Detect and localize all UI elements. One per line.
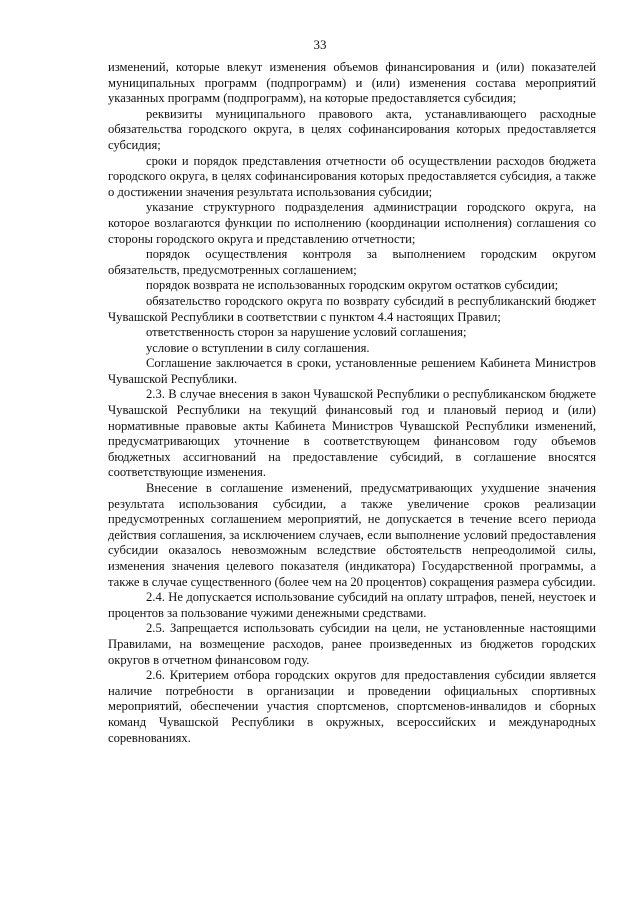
paragraph-continuation: изменений, которые влекут изменения объемов финансирования и (или) показателей муниципальных программ (подпрограмм) и (или) изменения состава мероприятий указанных программ (подпрограмм), на которые предоставляется субсидия; xyxy=(108,60,596,106)
paragraph-return-remainder: порядок возврата не использованных городским округом остатков субсидии; xyxy=(146,278,559,293)
paragraph-2-5: 2.5. Запрещается использовать субсидии на цели, не установленные настоящими Правилами, на возмещение расходов, ранее произведенных из бюджетов городских округов в отчетном финансовом году. xyxy=(108,621,596,667)
paragraph-amendments: Внесение в соглашение изменений, предусматривающих ухудшение значения результата использования субсидии, а также увеличение сроков реализации предусмотренных соглашением мероприятий, не допускается в течение всего периода действия соглашения, за исключением случаев, если выполнение условий предоставления субсидии оказалось невозможным вследствие обстоятельств непреодолимой силы, изменения значения целевого показателя (индикатора) Государственной программы, а также в случае существенного (более чем на 20 процентов) сокращения размера субсидии. xyxy=(108,481,596,589)
paragraph-requisites: реквизиты муниципального правового акта, устанавливающего расходные обязательства городского округа, в целях софинансирования которых предоставляется субсидия; xyxy=(108,106,596,152)
paragraph-2-6: 2.6. Критерием отбора городских округов для предоставления субсидии является наличие потребности в организации и проведении официальных спортивных мероприятий, обеспечении участия спортсменов, спортсменов-инвалидов и сборных команд Чувашской Республики в окружных, всероссийских и международных соревнованиях. xyxy=(108,668,596,745)
paragraph-control: порядок осуществления контроля за выполнением городским округом обязательств, предусмотренных соглашением; xyxy=(108,247,596,277)
paragraph-reporting: сроки и порядок представления отчетности об осуществлении расходов бюджета городского округа, в целях софинансирования которых предоставляется субсидия, а также о достижении значения результата использования субсидии; xyxy=(108,153,596,199)
paragraph-2-4: 2.4. Не допускается использование субсидий на оплату штрафов, пеней, неустоек и процентов за пользование чужими денежными средствами. xyxy=(108,590,596,620)
page-number: 33 xyxy=(313,37,327,52)
paragraph-agreement-terms: Соглашение заключается в сроки, установленные решением Кабинета Министров Чувашской Республики. xyxy=(108,356,596,386)
paragraph-entry-into-force: условие о вступлении в силу соглашения. xyxy=(146,340,370,355)
paragraph-department: указание структурного подразделения администрации городского округа, на которое возлагаются функции по исполнению (координации исполнения) соглашения со стороны городского округа и представлению отчетности; xyxy=(108,200,596,246)
paragraph-obligation: обязательство городского округа по возврату субсидий в республиканский бюджет Чувашской Республики в соответствии с пунктом 4.4 настоящих Правил; xyxy=(108,293,596,324)
paragraph-responsibility: ответственность сторон за нарушение условий соглашения; xyxy=(146,325,467,340)
paragraph-2-3: 2.3. В случае внесения в закон Чувашской Республики о республиканском бюджете Чувашской Республики на текущий финансовый год и плановый период и (или) нормативные правовые акты Кабинета Министров Чувашской Республики изменений, предусматривающих уточнение в соответствующем финансовом году объемов бюджетных ассигнований на предоставление субсидий, в соглашение вносятся соответствующие изменения. xyxy=(108,387,596,480)
document-body xyxy=(108,60,596,746)
